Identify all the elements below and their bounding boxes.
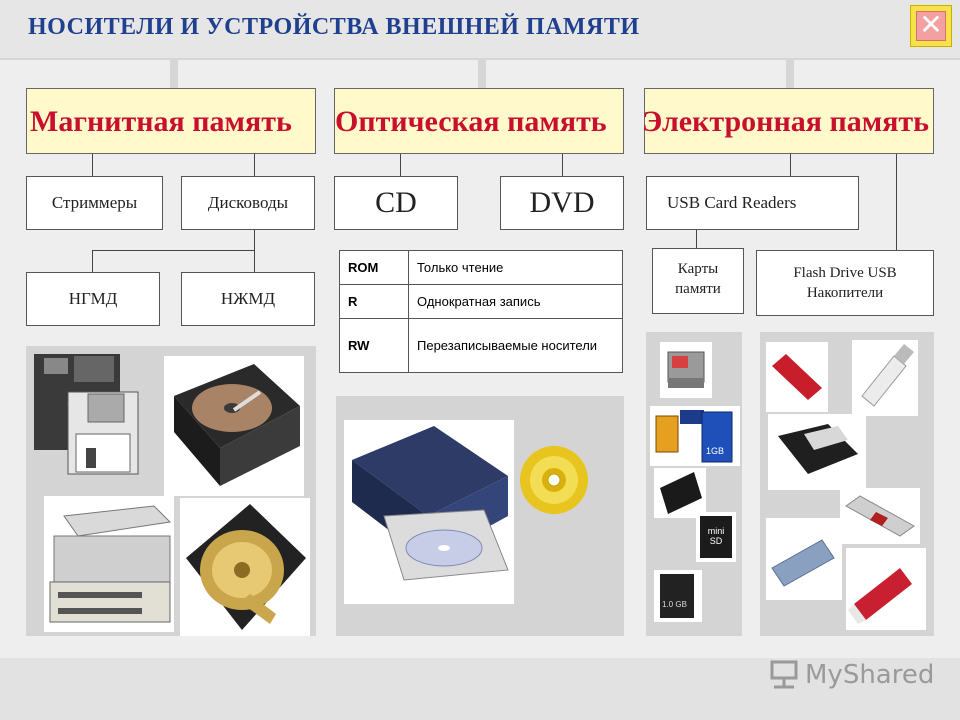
tree-line [400, 154, 401, 176]
category-magnetic-label: Магнитная память [30, 105, 292, 138]
fdd-box[interactable] [26, 272, 160, 326]
cd-label: CD [375, 186, 417, 219]
flash-drives-box[interactable] [756, 250, 934, 316]
table-value: Перезаписываемые носители [409, 319, 623, 373]
tree-line [92, 250, 255, 251]
memory-cards-box[interactable] [652, 248, 744, 314]
brand-name: MyShared [805, 660, 935, 690]
hdd-box[interactable] [181, 272, 315, 326]
tree-line [92, 250, 93, 272]
fdd-label: НГМД [68, 289, 118, 308]
tree-line [696, 230, 697, 248]
tree-line [254, 250, 255, 272]
flash-drive-red-image [766, 342, 828, 412]
connector [0, 58, 960, 60]
minisd-card-label: mini SD [707, 526, 725, 546]
brand-logo-icon [766, 660, 802, 690]
streamers-box[interactable] [26, 176, 163, 230]
table-row [340, 285, 623, 319]
category-optical-label: Оптическая память [335, 105, 607, 138]
table-row [340, 319, 623, 373]
usb-readers-label: USB Card Readers [667, 193, 797, 212]
connector [478, 58, 486, 88]
cd-box[interactable] [334, 176, 458, 230]
table-value: Однократная запись [409, 285, 623, 319]
flash-drive-white-image [852, 340, 918, 416]
disc-types-table [339, 250, 623, 373]
microsd-card-image [654, 570, 702, 622]
drives-box[interactable] [181, 176, 315, 230]
tree-line [896, 154, 897, 250]
table-key: ROM [340, 251, 409, 285]
close-icon[interactable]: ✕ [916, 11, 946, 41]
category-electronic[interactable] [644, 88, 934, 154]
tree-line [562, 154, 563, 176]
connector [170, 58, 178, 88]
table-row [340, 251, 623, 285]
category-optical[interactable] [334, 88, 624, 154]
flash-drives-label: Flash Drive USB Накопители [793, 265, 897, 301]
hdd-label: НЖМД [220, 289, 276, 308]
sd-card-capacity: 1GB [706, 446, 725, 456]
table-key: RW [340, 319, 409, 373]
flash-drive-black-image [768, 414, 866, 490]
dvd-label: DVD [529, 186, 595, 219]
floppy-disk-image [34, 354, 146, 478]
microsd-card-capacity: 1.0 GB [662, 600, 687, 609]
page-title: НОСИТЕЛИ И УСТРОЙСТВА ВНЕШНЕЙ ПАМЯТИ [28, 14, 640, 40]
category-electronic-label: Электронная память [642, 105, 930, 138]
category-magnetic[interactable] [26, 88, 316, 154]
connector [786, 58, 794, 88]
tree-line [92, 154, 93, 176]
memory-stick-image [654, 468, 706, 518]
tree-line [254, 230, 255, 250]
flash-drive-redwhite-image [846, 548, 926, 630]
cd-disc-image [518, 444, 590, 516]
dvd-box[interactable] [500, 176, 624, 230]
tree-line [254, 154, 255, 176]
close-button[interactable] [910, 5, 952, 47]
flash-drive-silver-image [840, 488, 920, 544]
table-key: R [340, 285, 409, 319]
drives-label: Дисководы [207, 193, 289, 212]
flash-drive-blue-image [766, 518, 842, 600]
usb-readers-box[interactable] [646, 176, 859, 230]
hard-drive-open-image [164, 356, 304, 496]
streamers-label: Стриммеры [51, 193, 138, 212]
hard-drive-platters-image [180, 498, 310, 636]
sd-cards-image [650, 406, 740, 466]
table-value: Только чтение [409, 251, 623, 285]
dvd-drive-image [344, 420, 514, 604]
floppy-drive-image [44, 496, 174, 632]
card-reader-image [660, 342, 712, 398]
memory-cards-label: Карты памяти [675, 261, 721, 297]
tree-line [790, 154, 791, 176]
